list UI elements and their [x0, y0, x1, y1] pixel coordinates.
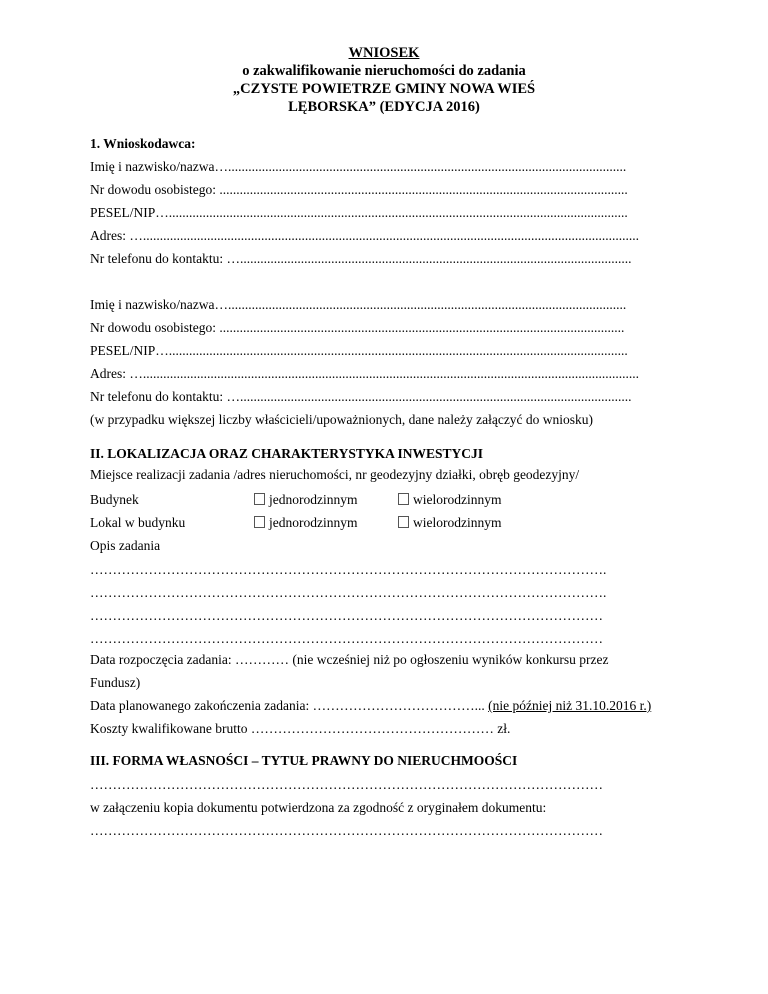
person1-phone-field[interactable]: Nr telefonu do kontaktu: ….................................................................................................................... — [90, 251, 632, 266]
person2-pesel-field[interactable]: PESEL/NIP…........................................................................................................................................ — [90, 343, 628, 358]
end-date-row — [90, 698, 651, 714]
section3-heading: III. FORMA WŁASNOŚCI – TYTUŁ PRAWNY DO NIERUCHMOOŚCI — [90, 753, 518, 768]
person1-id-field[interactable]: Nr dowodu osobistego: ......................................................................................................................... — [90, 182, 628, 197]
title-line-2: o zakwalifikowanie nieruchomości do zadania — [242, 63, 526, 79]
unit-single-option[interactable] — [254, 515, 357, 531]
owners-note: (w przypadku większej liczby właścicieli/upoważnionych, dane należy załączyć do wniosku) — [90, 412, 594, 427]
checkbox-icon[interactable] — [398, 516, 409, 528]
attachment-line[interactable]: …………………………………………………………………………………………………… — [90, 823, 603, 838]
end-date-note: (nie później niż 31.10.2016 r.) — [488, 698, 652, 713]
description-label: Opis zadania — [90, 538, 161, 553]
building-label: Budynek — [90, 492, 139, 507]
unit-multi-option[interactable] — [398, 515, 501, 531]
person1-name-field[interactable]: Imię i nazwisko/nazwa…...................................................................................................................... — [90, 159, 627, 174]
description-line-1[interactable]: ……………………………………………………………………………………………………. — [90, 562, 607, 577]
title-line-4: LĘBORSKA” (EDYCJA 2016) — [288, 99, 480, 115]
description-line-3[interactable]: …………………………………………………………………………………………………… — [90, 608, 603, 623]
person1-pesel-field[interactable]: PESEL/NIP…........................................................................................................................................ — [90, 205, 628, 220]
document-header — [0, 44, 768, 116]
building-row — [90, 492, 690, 508]
start-date-note: Fundusz) — [90, 675, 141, 690]
option-label: wielorodzinnym — [413, 515, 502, 530]
end-date-field[interactable]: Data planowanego zakończenia zadania: ………………………………... — [90, 698, 489, 713]
title-line-3: „CZYSTE POWIETRZE GMINY NOWA WIEŚ — [232, 81, 536, 97]
ownership-line[interactable]: …………………………………………………………………………………………………… — [90, 777, 603, 792]
checkbox-icon[interactable] — [254, 516, 265, 528]
attachment-label: w załączeniu kopia dokumentu potwierdzona za zgodność z oryginałem dokumentu: — [90, 800, 547, 815]
section2-heading: II. LOKALIZACJA ORAZ CHARAKTERYSTYKA INWESTYCJI — [90, 446, 483, 461]
section1-heading: 1. Wnioskodawca: — [90, 136, 196, 151]
option-label: jednorodzinnym — [269, 515, 358, 530]
building-multi-option[interactable] — [398, 492, 501, 508]
checkbox-icon[interactable] — [254, 493, 265, 505]
person2-id-field[interactable]: Nr dowodu osobistego: ........................................................................................................................ — [90, 320, 625, 335]
start-date-field[interactable]: Data rozpoczęcia zadania: ………… (nie wcześniej niż po ogłoszeniu wyników konkursu przez — [90, 652, 609, 667]
unit-row — [90, 515, 690, 531]
person1-address-field[interactable]: Adres: …................................................................................................................................................... — [90, 228, 639, 243]
person2-name-field[interactable]: Imię i nazwisko/nazwa…...................................................................................................................... — [90, 297, 627, 312]
document-title: WNIOSEK — [348, 45, 420, 61]
option-label: jednorodzinnym — [269, 492, 358, 507]
unit-label: Lokal w budynku — [90, 515, 186, 530]
cost-field[interactable]: Koszty kwalifikowane brutto ……………………………………………… zł. — [90, 721, 511, 736]
description-line-2[interactable]: ……………………………………………………………………………………………………. — [90, 585, 607, 600]
person2-address-field[interactable]: Adres: …................................................................................................................................................... — [90, 366, 639, 381]
location-label: Miejsce realizacji zadania /adres nieruchomości, nr geodezyjny działki, obręb geodezyjny/ — [90, 467, 580, 482]
person2-phone-field[interactable]: Nr telefonu do kontaktu: ….................................................................................................................... — [90, 389, 632, 404]
building-single-option[interactable] — [254, 492, 357, 508]
description-line-4[interactable]: …………………………………………………………………………………………………… — [90, 631, 603, 646]
option-label: wielorodzinnym — [413, 492, 502, 507]
checkbox-icon[interactable] — [398, 493, 409, 505]
